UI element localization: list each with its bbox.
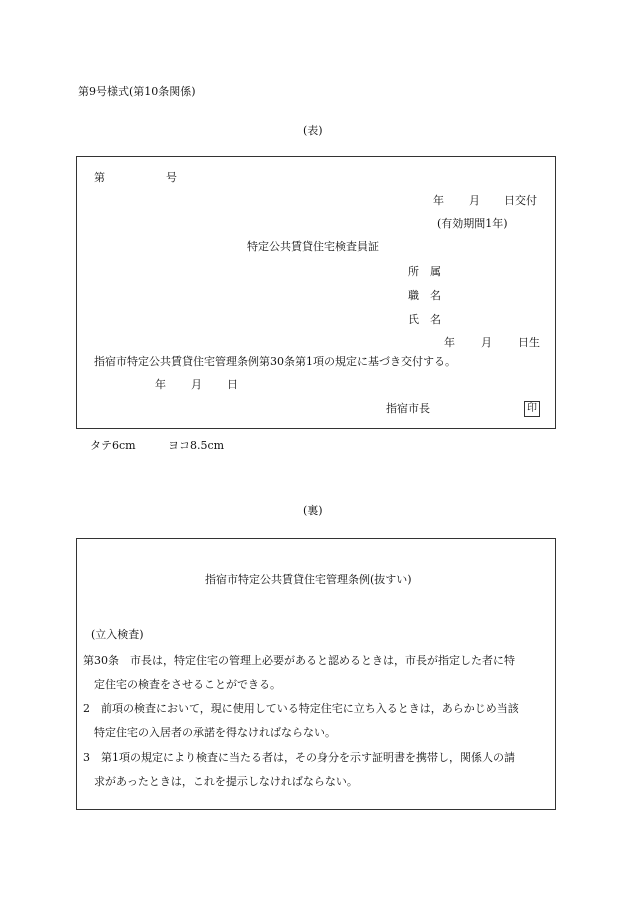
name-label: 氏 名 (408, 313, 441, 326)
article-30-line-2: 定住宅の検査をさせることができる。 (94, 678, 281, 691)
issue-month: 月 (469, 194, 480, 207)
date-month: 月 (191, 378, 202, 391)
birth-day: 日生 (518, 336, 540, 349)
front-heading: (表) (303, 124, 323, 137)
number-dai: 第 (94, 171, 105, 184)
issue-year: 年 (433, 194, 444, 207)
paragraph-2-line-1: 2 前項の検査において，現に使用している特定住宅に立ち入るときは，あらかじめ当該 (83, 702, 519, 715)
affiliation-label: 所 属 (408, 265, 441, 278)
date-year: 年 (155, 378, 166, 391)
paragraph-3-line-1: 3 第1項の規定により検査に当たる者は，その身分を示す証明書を携帯し，関係人の請 (83, 751, 515, 764)
validity-period: (有効期間1年) (437, 217, 508, 230)
paragraph-2-line-2: 特定住宅の入居者の承諾を得なければならない。 (94, 726, 336, 739)
issuance-statement: 指宿市特定公共賃貸住宅管理条例第30条第1項の規定に基づき交付する。 (94, 355, 456, 368)
birth-year: 年 (444, 336, 455, 349)
number-go: 号 (166, 171, 177, 184)
front-card (76, 156, 556, 429)
form-number: 第9号様式(第10条関係) (78, 85, 196, 98)
card-title: 特定公共賃貸住宅検査員証 (247, 240, 379, 253)
dimension-width: ヨコ8.5cm (168, 439, 225, 452)
mayor-label: 指宿市長 (386, 402, 430, 415)
position-label: 職 名 (408, 289, 441, 302)
back-heading: (裏) (303, 504, 323, 517)
article-30-line-1: 第30条 市長は，特定住宅の管理上必要があると認めるときは，市長が指定した者に特 (83, 654, 515, 667)
dimension-height: タテ6cm (90, 439, 136, 452)
paragraph-3-line-2: 求があったときは，これを提示しなければならない。 (94, 775, 358, 788)
date-day: 日 (227, 378, 238, 391)
issue-day: 日交付 (504, 194, 537, 207)
seal-stamp: 印 (524, 401, 540, 417)
section-heading: (立入検査) (91, 628, 144, 641)
back-card (76, 538, 556, 810)
ordinance-title: 指宿市特定公共賃貸住宅管理条例(抜すい) (205, 573, 412, 586)
birth-month: 月 (481, 336, 492, 349)
